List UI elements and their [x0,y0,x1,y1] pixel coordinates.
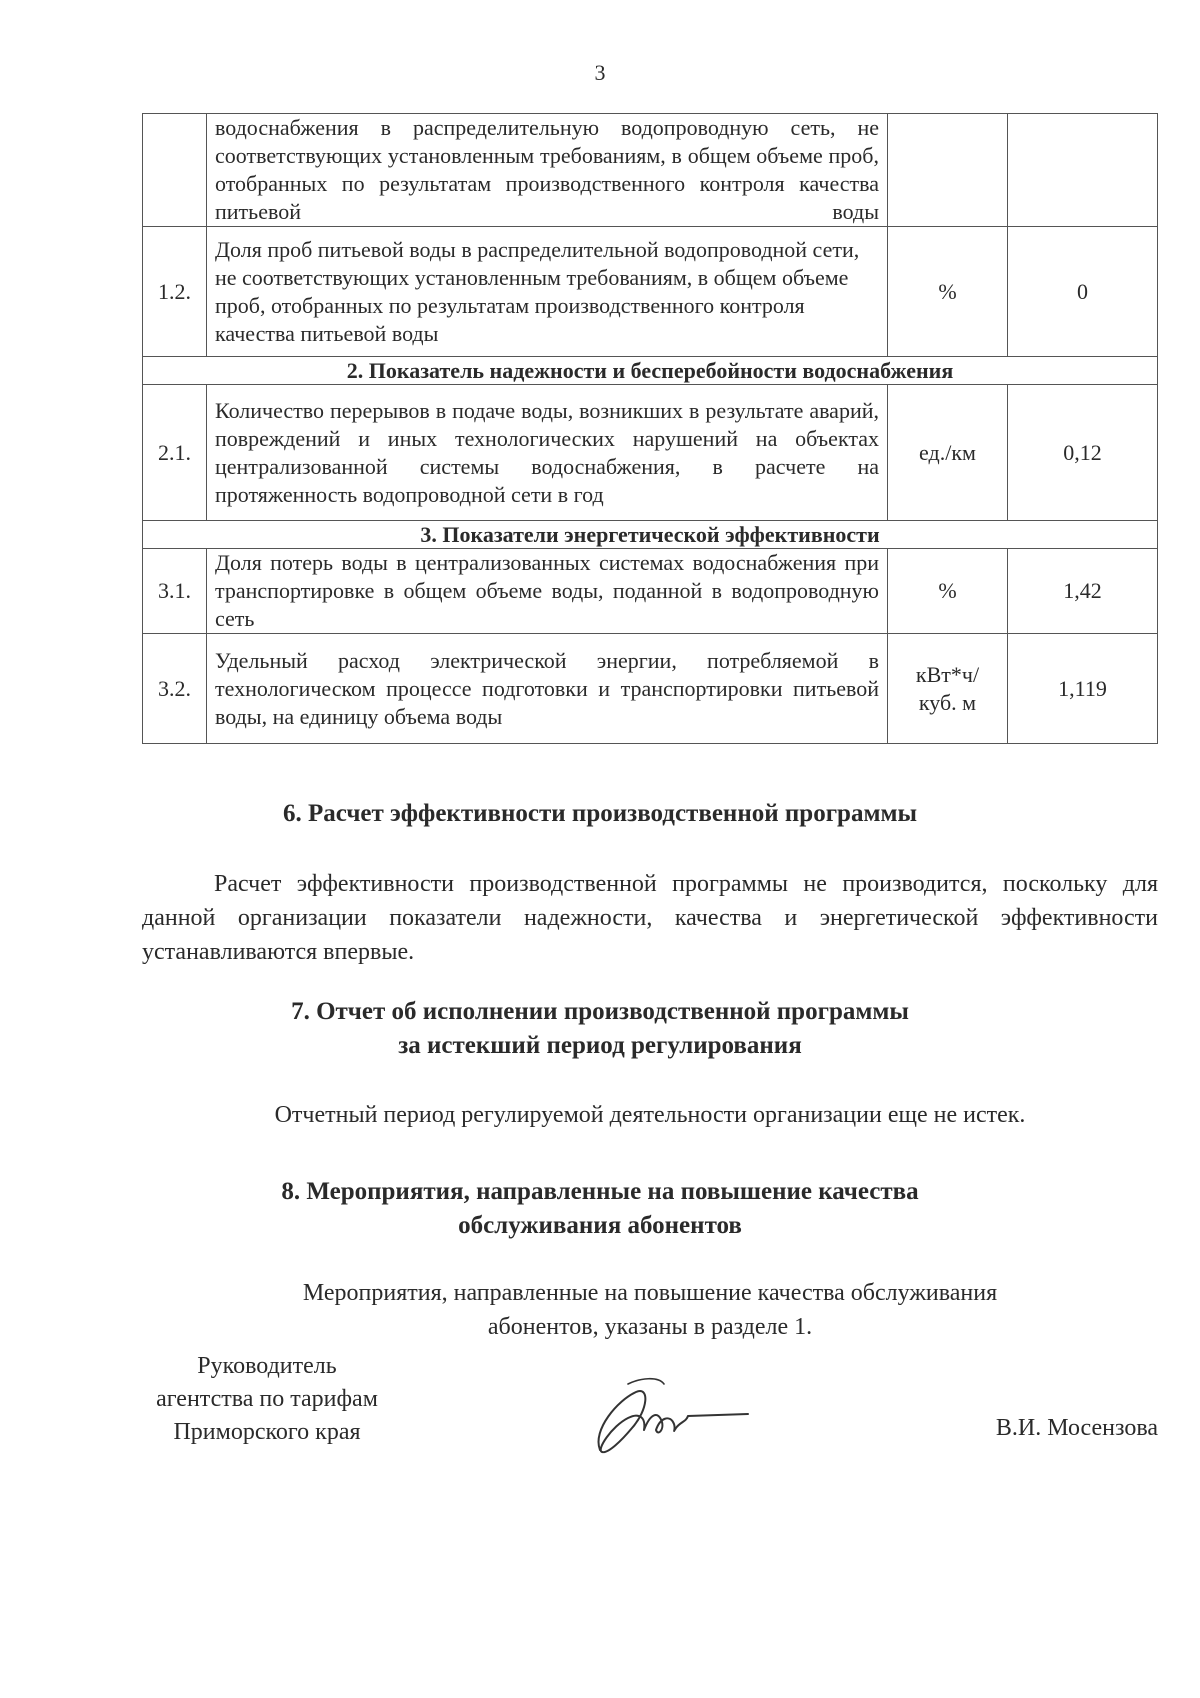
signer-title-line-2: агентства по тарифам [156,1386,378,1412]
section-6-text: Расчет эффективности производственной программы не производится, поскольку для данной организации показатели надежности, качества и энергетической эффективности устанавливаются впервые. [142,871,1158,965]
section-7-title-line-2: за истекший период регулирования [398,1032,802,1059]
section-7-title-line-1: 7. Отчет об исполнении производственной программы [291,998,909,1025]
row-unit [888,114,1008,227]
table-row [143,385,1158,521]
table-row [143,227,1158,357]
table-row [143,549,1158,634]
row-description: Количество перерывов в подаче воды, возникших в результате аварий, повреждений и иных технологических нарушений на объектах централизованной системы водоснабжения, в расчете на протяженность водопроводной сети в год [207,385,888,521]
row-description: водоснабжения в распределительную водопроводную сеть, не соответствующих установленным требованиям, в общем объеме проб, отобранных по результатам производственного контроля качества питьевой воды [207,114,888,227]
row-unit: % [888,227,1008,357]
row-value: 0 [1008,227,1158,357]
section-7-title [0,995,1200,1063]
row-unit: кВт*ч/ куб. м [888,634,1008,744]
indicators-table [142,113,1158,744]
section-8-title-line-1: 8. Мероприятия, направленные на повышение качества [281,1178,919,1205]
section-8-text-line-1: Мероприятия, направленные на повышение качества обслуживания [302,1280,998,1306]
section-8-text-line-2: абонентов, указаны в разделе 1. [487,1314,813,1340]
row-value [1008,114,1158,227]
section-heading: 2. Показатель надежности и бесперебойности водоснабжения [143,357,1158,385]
row-value: 1,119 [1008,634,1158,744]
section-7-text: Отчетный период регулируемой деятельности организации еще не истек. [274,1102,1026,1128]
section-row [143,521,1158,549]
section-8-text [142,1276,1158,1344]
row-unit: ед./км [888,385,1008,521]
row-description: Доля потерь воды в централизованных системах водоснабжения при транспортировке в общем объеме воды, поданной в водопроводную сеть [207,549,888,634]
row-number [143,114,207,227]
row-description: Доля проб питьевой воды в распределительной водопроводной сети, не соответствующих установленным требованиям, в общем объеме проб, отобранных по результатам производственного контроля качества питьевой воды [207,227,888,357]
row-number: 3.2. [143,634,207,744]
signer-title-line-1: Руководитель [197,1353,337,1379]
row-unit: % [888,549,1008,634]
row-description: Удельный расход электрической энергии, потребляемой в технологическом процессе подготовки и транспортировки питьевой воды, на единицу объема воды [207,634,888,744]
row-number: 1.2. [143,227,207,357]
table-row [143,634,1158,744]
signer-title-line-3: Приморского края [173,1419,361,1445]
signer-title [142,1350,392,1449]
section-8-title [0,1175,1200,1243]
row-value: 0,12 [1008,385,1158,521]
row-value: 1,42 [1008,549,1158,634]
table-row [143,114,1158,227]
row-number: 3.1. [143,549,207,634]
page-number: 3 [594,60,606,85]
section-row [143,357,1158,385]
signature-image [588,1370,758,1465]
section-8-title-line-2: обслуживания абонентов [458,1212,742,1239]
signer-name: В.И. Мосензова [995,1415,1158,1441]
row-number: 2.1. [143,385,207,521]
section-heading: 3. Показатели энергетической эффективности [143,521,1158,549]
section-6-title: 6. Расчет эффективности производственной программы [282,800,918,827]
